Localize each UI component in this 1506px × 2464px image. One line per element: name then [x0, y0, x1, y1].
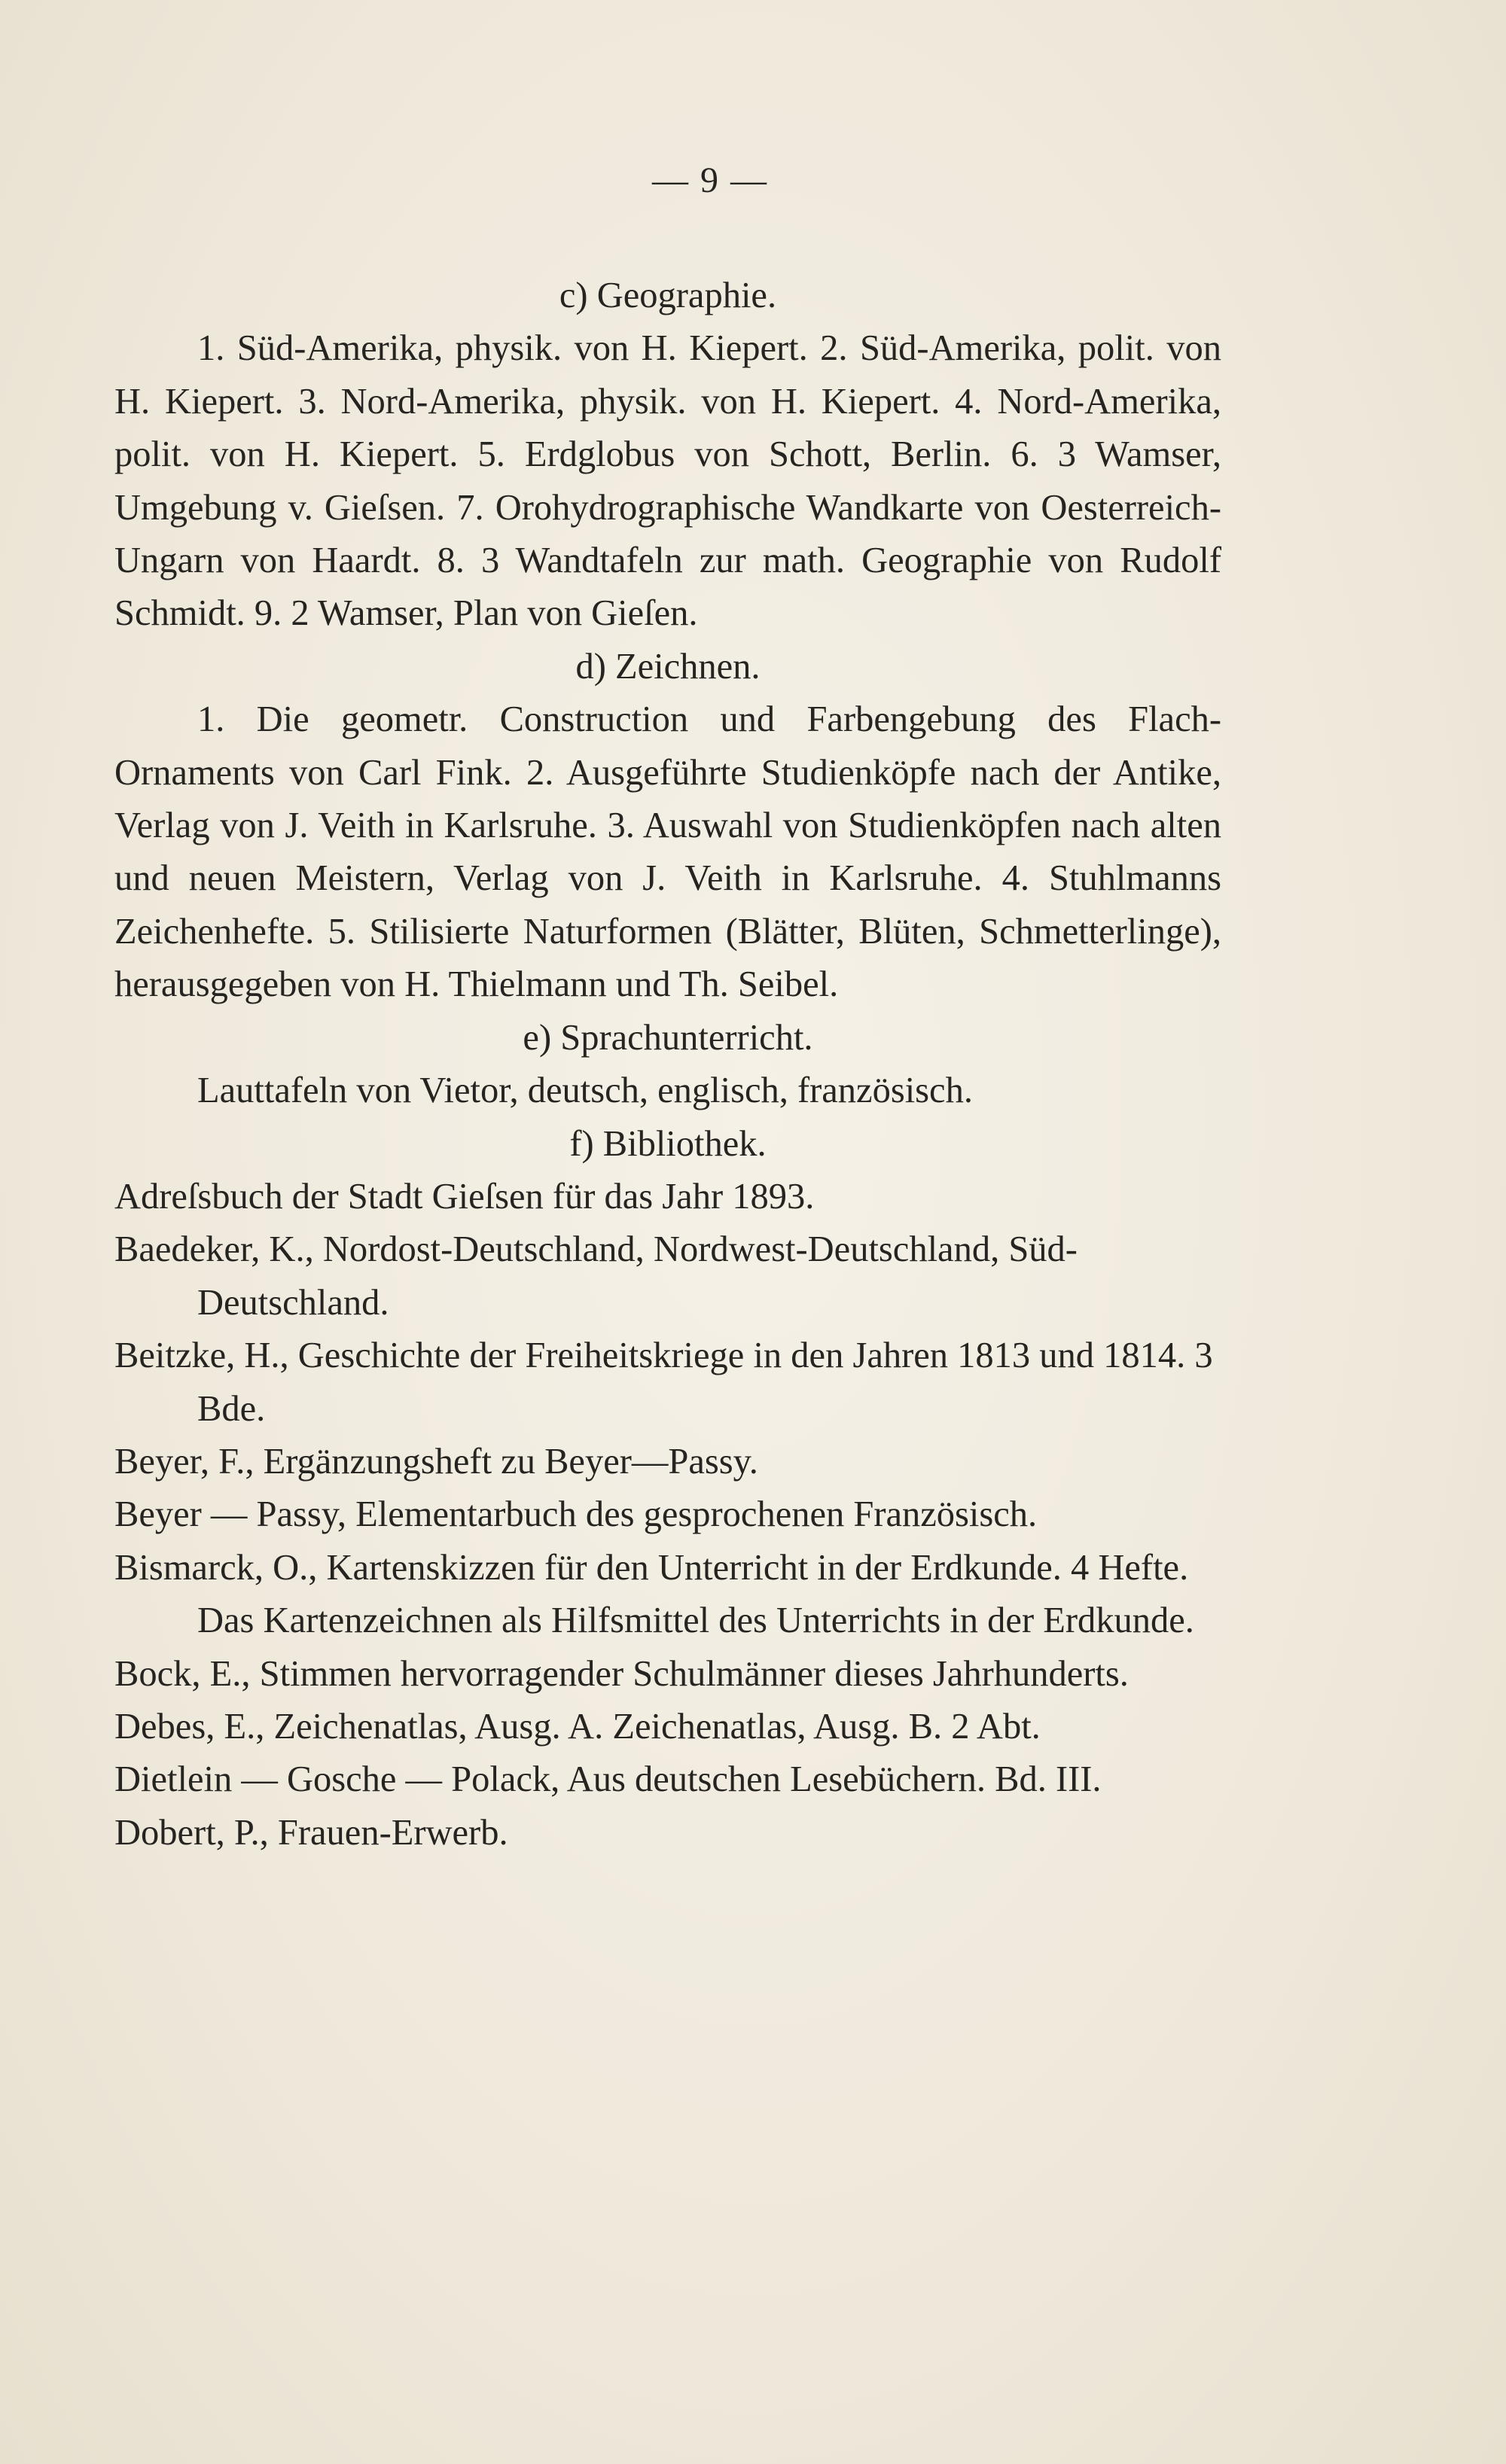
bibliography-entry: Bismarck, O., Kartenskizzen für den Unterricht in der Erdkunde. 4 Hefte. Das Kartenzeichnen als Hilfsmittel des Unterrichts in der Erdkunde. — [114, 1547, 1194, 1641]
section-text-sprachunterricht: Lauttafeln von Vietor, deutsch, englisch, französisch. — [197, 1071, 973, 1111]
bibliography-entry: Beyer — Passy, Elementarbuch des gesprochenen Französisch. — [114, 1494, 1038, 1535]
page-number: — 9 — — [652, 160, 768, 200]
bibliography-entry: Bock, E., Stimmen hervorragender Schulmänner dieses Jahrhunderts. — [114, 1653, 1129, 1694]
bibliography-entry: Baedeker, K., Nordost-Deutschland, Nordwest-Deutschland, Süd-Deutschland. — [114, 1229, 1078, 1323]
bibliography-entry: Adreſsbuch der Stadt Gieſsen für das Jahr 1893. — [114, 1176, 815, 1217]
bibliography-entry: Beyer, F., Ergänzungsheft zu Beyer—Passy. — [114, 1441, 758, 1482]
section-text-geographie: 1. Süd-Amerika, physik. von H. Kiepert. 2. Süd-Amerika, polit. von H. Kiepert. 3. Nord-Amerika, physik. von H. Kiepert. 4. Nord-Amerika, polit. von H. Kiepert. 5. Erdglobus von Schott, Berlin. 6. 3 Wamser, Umgebung v. Gieſsen. 7. Orohydrographische Wandkarte von Oesterreich-Ungarn von Haardt. 8. 3 Wandtafeln zur math. Geographie von Rudolf Schmidt. 9. 2 Wamser, Plan von Gieſen. — [114, 328, 1221, 634]
section-heading-geographie: c) Geographie. — [559, 276, 777, 315]
bibliography-entry: Debes, E., Zeichenatlas, Ausg. A. Zeichenatlas, Ausg. B. 2 Abt. — [114, 1706, 1041, 1747]
bibliography-entry: Beitzke, H., Geschichte der Freiheitskriege in den Jahren 1813 und 1814. 3 Bde. — [114, 1336, 1213, 1429]
section-heading-zeichnen: d) Zeichnen. — [575, 646, 761, 687]
bibliography-entry: Dietlein — Gosche — Polack, Aus deutschen Lesebüchern. Bd. III. — [114, 1759, 1102, 1800]
section-heading-bibliothek: f) Bibliothek. — [569, 1123, 767, 1164]
bibliography-list — [114, 1171, 1221, 1859]
section-heading-sprachunterricht: e) Sprachunterricht. — [523, 1017, 813, 1058]
section-text-zeichnen: 1. Die geometr. Construction und Farbengebung des Flach-Ornaments von Carl Fink. 2. Ausgeführte Studienköpfe nach der Antike, Verlag von J. Veith in Karlsruhe. 3. Auswahl von Studienköpfen nach alten und neuen Meistern, Verlag von J. Veith in Karlsruhe. 4. Stuhlmanns Zeichenhefte. 5. Stilisierte Naturformen (Blätter, Blüten, Schmetterlinge), herausgegeben von H. Thielmann und Th. Seibel. — [114, 699, 1221, 1005]
page-content — [114, 270, 1221, 1859]
bibliography-entry: Dobert, P., Frauen-Erwerb. — [114, 1812, 508, 1853]
